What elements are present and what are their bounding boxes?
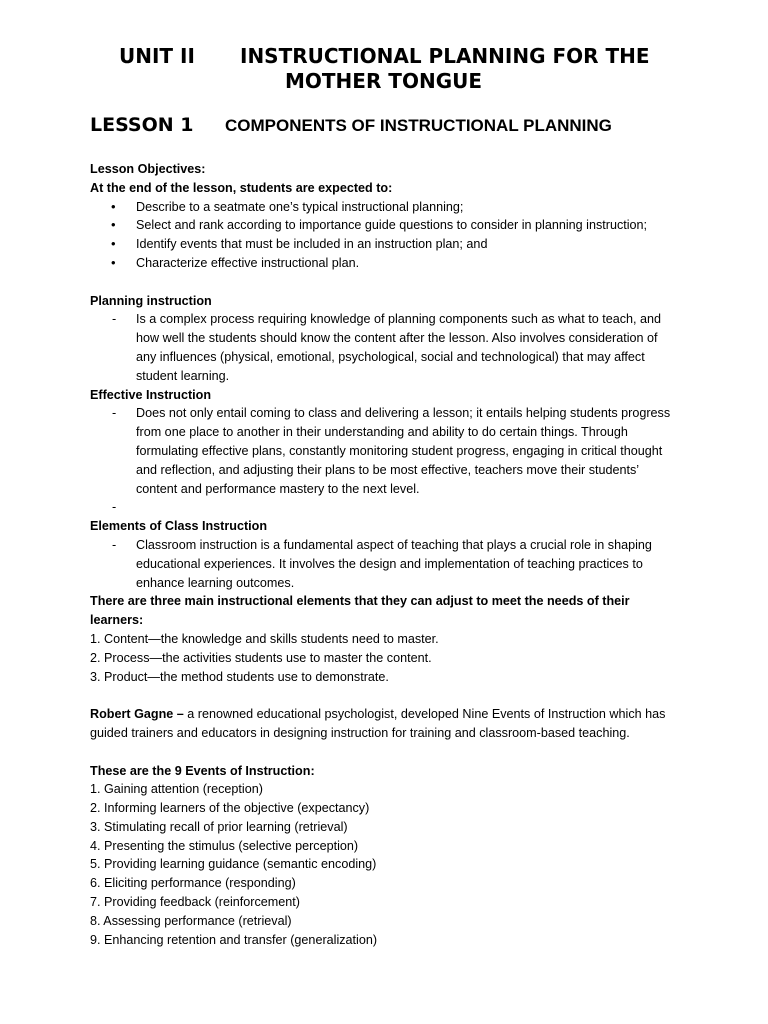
- unit-title-line2: MOTHER TONGUE: [285, 69, 483, 93]
- events-heading: These are the 9 Events of Instruction:: [90, 763, 315, 778]
- lesson-label: LESSON 1: [90, 114, 194, 136]
- empty-dash-item: [90, 498, 680, 517]
- gagne-paragraph: [90, 705, 680, 743]
- elements-heading: Elements of Class Instruction: [90, 519, 268, 534]
- unit-title-line1: INSTRUCTIONAL PLANNING FOR THE: [240, 44, 650, 68]
- lesson-title: COMPONENTS OF INSTRUCTIONAL PLANNING: [225, 116, 612, 135]
- unit-heading: [0, 44, 768, 94]
- objective-item: • Characterize effective instructional plan.: [90, 254, 680, 273]
- gagne-name: Robert Gagne –: [90, 707, 184, 722]
- event-item: 5. Providing learning guidance (semantic encoding): [90, 857, 377, 872]
- element-item: 1. Content—the knowledge and skills students need to master.: [90, 631, 439, 646]
- elements-text: Classroom instruction is a fundamental aspect of teaching that plays a crucial role in shaping educational experiences. It involves the design and implementation of teaching practices to enhance learning outcomes.: [136, 537, 652, 590]
- objectives-heading: Lesson Objectives:: [90, 162, 206, 176]
- event-item: 7. Providing feedback (reinforcement): [90, 895, 300, 910]
- effective-heading: Effective Instruction: [90, 387, 212, 402]
- elements-dash-item: [90, 536, 680, 592]
- unit-heading-line1: [119, 44, 768, 69]
- event-item: 6. Eliciting performance (responding): [90, 876, 296, 891]
- planning-text: Is a complex process requiring knowledge of planning components such as what to teach, and how well the students should know the content after the lesson. Also involves consideration of any influences (physical, emotional, psychological, social and technological) that may affect student learning.: [136, 312, 662, 383]
- objective-item: • Describe to a seatmate one’s typical instructional planning;: [90, 198, 680, 217]
- dash-marker: -: [112, 500, 117, 515]
- event-item: 4. Presenting the stimulus (selective perception): [90, 838, 359, 853]
- objective-item: • Identify events that must be included in an instruction plan; and: [90, 235, 680, 254]
- event-item: 3. Stimulating recall of prior learning (retrieval): [90, 819, 348, 834]
- planning-dash-item: [90, 310, 680, 385]
- lesson-heading: [90, 114, 612, 136]
- element-item: 2. Process—the activities students use to master the content.: [90, 650, 432, 665]
- event-item: 1. Gaining attention (reception): [90, 782, 263, 797]
- dash-marker: -: [112, 537, 117, 552]
- document-body: [90, 160, 680, 949]
- effective-dash-item: [90, 404, 680, 498]
- planning-heading: Planning instruction: [90, 293, 212, 308]
- dash-marker: -: [112, 312, 117, 327]
- event-item: 9. Enhancing retention and transfer (generalization): [90, 932, 378, 947]
- effective-text: Does not only entail coming to class and delivering a lesson; it entails helping students progress from one place to another in their understanding and ability to do certain things. Through formulating effective plans, constantly monitoring student progress, engaging in critical thought and reflection, and adjusting their plans to be most effective, teachers move their students’ content and performance mastery to the next level.: [136, 406, 671, 496]
- events-list: [90, 780, 680, 949]
- dash-marker: -: [112, 406, 117, 421]
- three-elements-heading: There are three main instructional elements that they can adjust to meet the needs of their learners:: [90, 594, 630, 628]
- objective-item: • Select and rank according to importance guide questions to consider in planning instruction;: [90, 216, 680, 235]
- objectives-list: [90, 198, 680, 273]
- objectives-intro: At the end of the lesson, students are expected to:: [90, 180, 393, 195]
- event-item: 8. Assessing performance (retrieval): [90, 913, 292, 928]
- gagne-text: a renowned educational psychologist, developed Nine Events of Instruction which has guided trainers and educators in designing instruction for training and classroom-based teaching.: [90, 707, 666, 740]
- element-item: 3. Product—the method students use to demonstrate.: [90, 669, 389, 684]
- unit-label: UNIT II: [119, 44, 195, 68]
- event-item: 2. Informing learners of the objective (expectancy): [90, 801, 370, 816]
